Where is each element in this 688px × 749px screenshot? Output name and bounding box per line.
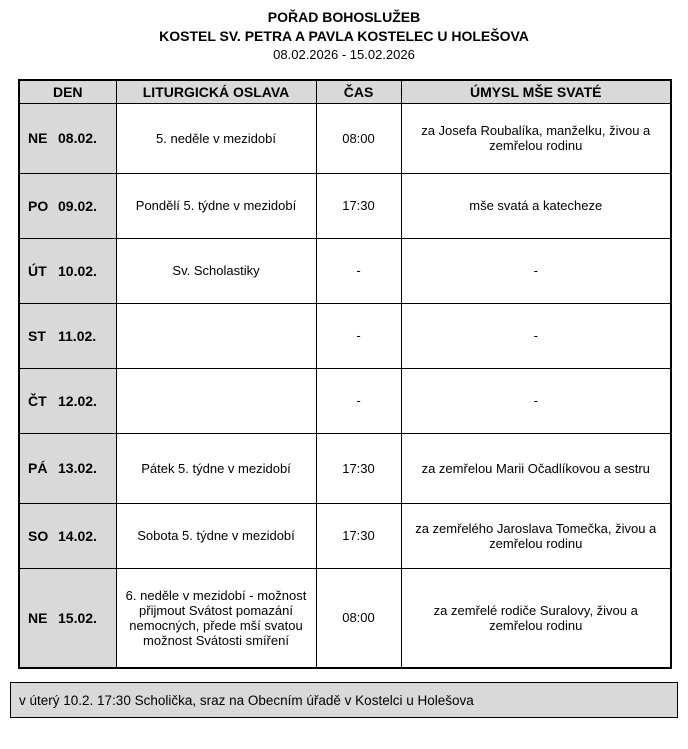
day-cell bbox=[19, 568, 116, 668]
intention-cell: za zemřelou Marii Očadlíkovou a sestru bbox=[401, 433, 671, 503]
table-row bbox=[19, 503, 671, 568]
day-cell bbox=[19, 368, 116, 433]
table-row bbox=[19, 433, 671, 503]
day-abbrev: PO bbox=[28, 197, 49, 214]
table-row bbox=[19, 303, 671, 368]
day-abbrev: ČT bbox=[28, 392, 47, 409]
day-abbrev: ST bbox=[28, 327, 46, 344]
day-date: 11.02. bbox=[58, 327, 97, 344]
intention-cell: za zemřelé rodiče Suralovy, živou a zemřelou rodinu bbox=[401, 568, 671, 668]
celebration-cell: 5. neděle v mezidobí bbox=[116, 103, 316, 173]
date-range: 08.02.2026 - 15.02.2026 bbox=[273, 47, 415, 62]
intention-cell: - bbox=[401, 303, 671, 368]
day-cell bbox=[19, 503, 116, 568]
table-header-row bbox=[19, 80, 671, 103]
day-abbrev: NE bbox=[28, 609, 48, 626]
day-date: 14.02. bbox=[58, 527, 97, 544]
day-date: 10.02. bbox=[58, 262, 97, 279]
celebration-cell: Sobota 5. týdne v mezidobí bbox=[116, 503, 316, 568]
document-header bbox=[18, 8, 670, 64]
time-cell: 08:00 bbox=[316, 103, 401, 173]
celebration-cell: Pondělí 5. týdne v mezidobí bbox=[116, 173, 316, 238]
intention-cell: mše svatá a katecheze bbox=[401, 173, 671, 238]
day-date: 12.02. bbox=[58, 392, 97, 409]
footer-note: v úterý 10.2. 17:30 Scholička, sraz na Obecním úřadě v Kostelci u Holešova bbox=[10, 682, 678, 718]
column-header-liturgicka-oslava: LITURGICKÁ OSLAVA bbox=[116, 80, 316, 103]
column-header-cas: ČAS bbox=[316, 80, 401, 103]
celebration-cell: Sv. Scholastiky bbox=[116, 238, 316, 303]
table-row bbox=[19, 368, 671, 433]
table-row bbox=[19, 173, 671, 238]
intention-cell: za Josefa Roubalíka, manželku, živou a zemřelou rodinu bbox=[401, 103, 671, 173]
celebration-cell: 6. neděle v mezidobí - možnost přijmout Svátost pomazání nemocných, přede mší svatou možnost Svátosti smíření bbox=[116, 568, 316, 668]
intention-cell: za zemřelého Jaroslava Tomečka, živou a zemřelou rodinu bbox=[401, 503, 671, 568]
table-row bbox=[19, 103, 671, 173]
table-row bbox=[19, 568, 671, 668]
day-cell bbox=[19, 173, 116, 238]
day-cell bbox=[19, 103, 116, 173]
time-cell: - bbox=[316, 238, 401, 303]
column-header-den: DEN bbox=[19, 80, 116, 103]
column-header-umysl: ÚMYSL MŠE SVATÉ bbox=[401, 80, 671, 103]
intention-cell: - bbox=[401, 368, 671, 433]
day-cell bbox=[19, 433, 116, 503]
time-cell: 17:30 bbox=[316, 503, 401, 568]
day-cell bbox=[19, 238, 116, 303]
church-name: KOSTEL SV. PETRA A PAVLA KOSTELEC U HOLEŠOVA bbox=[159, 28, 529, 44]
day-date: 15.02. bbox=[58, 609, 97, 626]
table-row bbox=[19, 238, 671, 303]
celebration-cell bbox=[116, 368, 316, 433]
celebration-cell: Pátek 5. týdne v mezidobí bbox=[116, 433, 316, 503]
day-date: 09.02. bbox=[58, 197, 97, 214]
time-cell: 08:00 bbox=[316, 568, 401, 668]
intention-cell: - bbox=[401, 238, 671, 303]
time-cell: - bbox=[316, 368, 401, 433]
day-abbrev: SO bbox=[28, 527, 49, 544]
day-cell bbox=[19, 303, 116, 368]
celebration-cell bbox=[116, 303, 316, 368]
day-abbrev: PÁ bbox=[28, 460, 48, 476]
day-abbrev: ÚT bbox=[28, 262, 47, 279]
time-cell: 17:30 bbox=[316, 173, 401, 238]
schedule-table bbox=[18, 79, 672, 669]
time-cell: - bbox=[316, 303, 401, 368]
page-title: POŘAD BOHOSLUŽEB bbox=[267, 9, 421, 25]
day-date: 13.02. bbox=[58, 460, 97, 476]
day-abbrev: NE bbox=[28, 130, 48, 146]
time-cell: 17:30 bbox=[316, 433, 401, 503]
day-date: 08.02. bbox=[58, 130, 97, 146]
